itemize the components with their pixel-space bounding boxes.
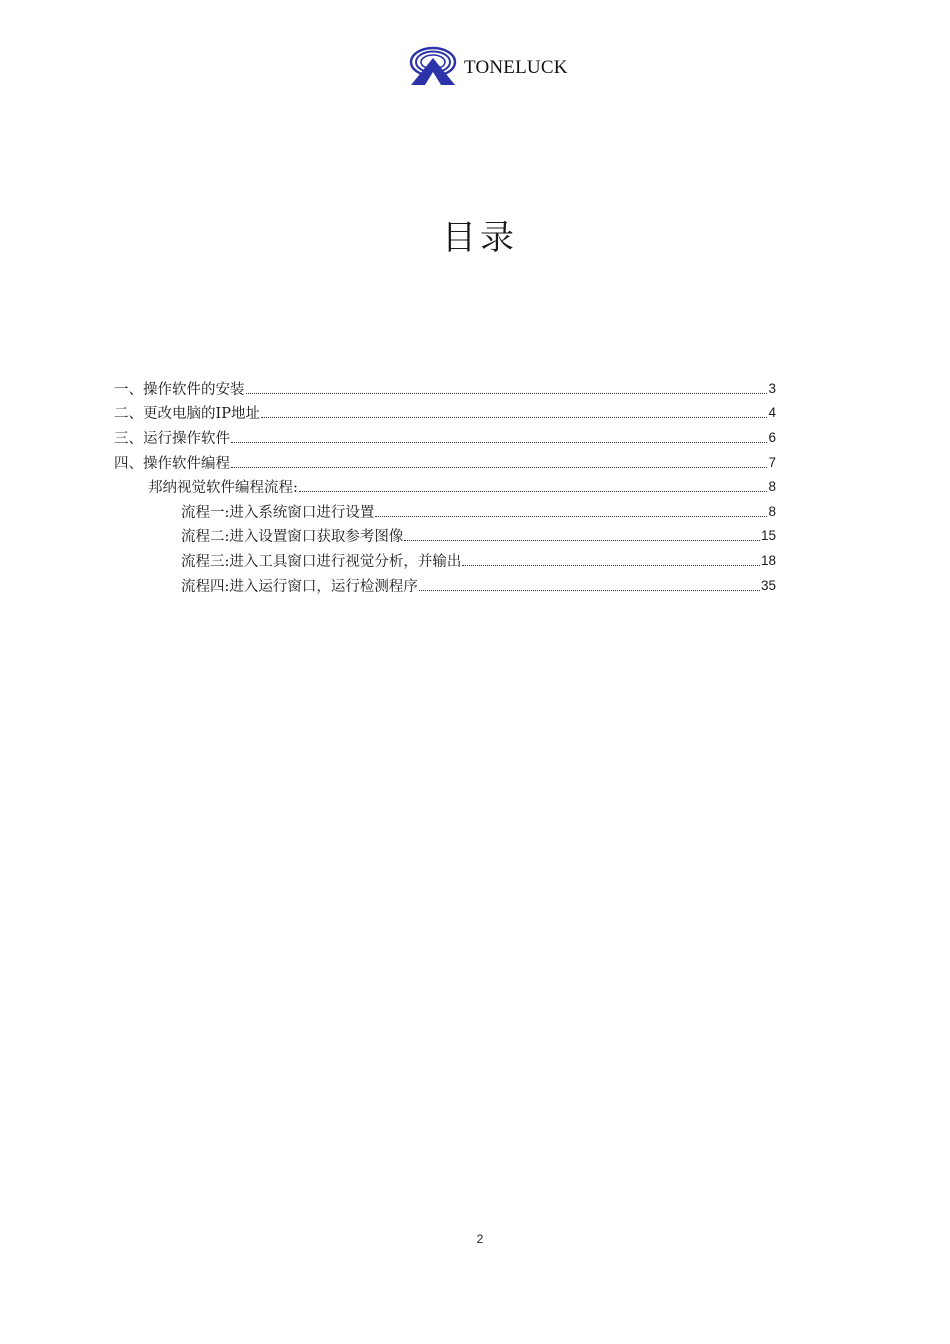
toneluck-logo-icon (408, 42, 458, 88)
toc-entry-title: 一、操作软件的安装 (114, 381, 245, 398)
toc-dot-leader (231, 453, 767, 468)
toc-entry[interactable] (114, 401, 776, 426)
toc-title: 目录 (442, 218, 518, 258)
toc-entry-title: 邦纳视觉软件编程流程: (148, 480, 298, 497)
toc-entry-page: 8 (768, 503, 776, 519)
toc-entry[interactable] (114, 499, 776, 524)
toc-entry[interactable] (114, 450, 776, 475)
toc-dot-leader (246, 379, 768, 394)
toc-entry[interactable] (114, 376, 776, 401)
toc-dot-leader (419, 576, 760, 591)
toc-entry-page: 6 (768, 429, 776, 445)
page-number: 2 (476, 1232, 484, 1246)
toc-entry-page: 15 (760, 528, 776, 544)
toc-entry-page: 7 (768, 454, 776, 470)
toc-entry[interactable] (114, 548, 776, 573)
toc-entry-title: 流程一:进入系统窗口进行设置 (181, 504, 375, 521)
toc-entry-title: 三、运行操作软件 (114, 430, 230, 447)
toc-entry[interactable] (114, 573, 776, 598)
toc-entry-title: 流程三:进入工具窗口进行视觉分析，并输出 (181, 553, 462, 570)
document-header (408, 40, 568, 90)
toc-entry-page: 35 (760, 577, 776, 593)
toc-entry-title: 流程二:进入设置窗口获取参考图像 (181, 529, 404, 546)
toc-dot-leader (261, 403, 768, 418)
toc-dot-leader (404, 526, 760, 541)
table-of-contents (114, 376, 776, 597)
toc-entry[interactable] (114, 425, 776, 450)
toc-entry-page: 8 (768, 479, 776, 495)
toc-dot-leader (462, 551, 760, 566)
toc-dot-leader (299, 477, 768, 492)
toc-entry-page: 4 (768, 405, 776, 421)
toc-entry-title: 二、更改电脑的IP地址 (114, 406, 260, 423)
toc-entry[interactable] (114, 474, 776, 499)
toc-entry-title: 四、操作软件编程 (114, 455, 230, 472)
toc-dot-leader (231, 428, 767, 443)
toc-entry[interactable] (114, 524, 776, 549)
toc-entry-title: 流程四:进入运行窗口，运行检测程序 (181, 578, 418, 595)
toc-dot-leader (375, 502, 767, 517)
brand-name: TONELUCK (464, 57, 568, 78)
toc-entry-page: 18 (760, 552, 776, 568)
toc-entry-page: 3 (768, 380, 776, 396)
